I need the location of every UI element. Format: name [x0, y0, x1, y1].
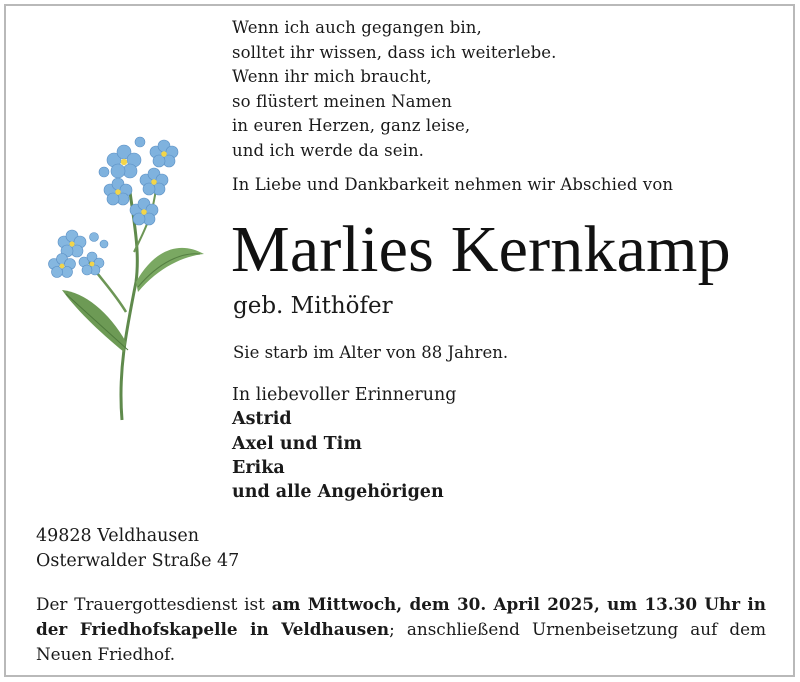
mourner-name: Axel und Tim	[232, 433, 362, 454]
service-info	[36, 592, 766, 667]
service-text: Der Trauergottesdienst ist	[36, 594, 272, 614]
birth-name: geb. Mithöfer	[233, 293, 393, 319]
service-date-place: am Mittwoch, dem 30. April 2025, um 13.30 Uhr in der Friedhofskapelle in Veldhausen	[36, 594, 766, 639]
address-block	[36, 524, 239, 573]
intro-text: In Liebe und Dankbarkeit nehmen wir Abschied von	[232, 175, 674, 194]
forget-me-not-icon	[44, 132, 214, 432]
address-line: 49828 Veldhausen	[36, 526, 200, 546]
poem-line: und ich werde da sein.	[232, 140, 425, 160]
mourners-block	[232, 383, 457, 504]
mourner-name: und alle Angehörigen	[232, 482, 444, 503]
age-text: Sie starb im Alter von 88 Jahren.	[233, 343, 509, 362]
poem-line: in euren Herzen, ganz leise,	[232, 116, 471, 136]
poem	[232, 16, 557, 164]
mourner-name: Erika	[232, 457, 285, 478]
poem-line: solltet ihr wissen, dass ich weiterlebe.	[232, 42, 557, 62]
poem-line: Wenn ihr mich braucht,	[232, 67, 432, 87]
address-line: Osterwalder Straße 47	[36, 550, 240, 571]
mourner-name: Astrid	[232, 409, 292, 430]
poem-line: Wenn ich auch gegangen bin,	[232, 18, 482, 37]
poem-line: so flüstert meinen Namen	[232, 91, 452, 111]
mourners-heading: In liebevoller Erinnerung	[232, 385, 457, 405]
service-text-burial: ; anschließend Urnenbeisetzung auf dem Neuen Friedhof.	[36, 619, 766, 664]
deceased-name: Marlies Kernkamp	[231, 213, 731, 286]
